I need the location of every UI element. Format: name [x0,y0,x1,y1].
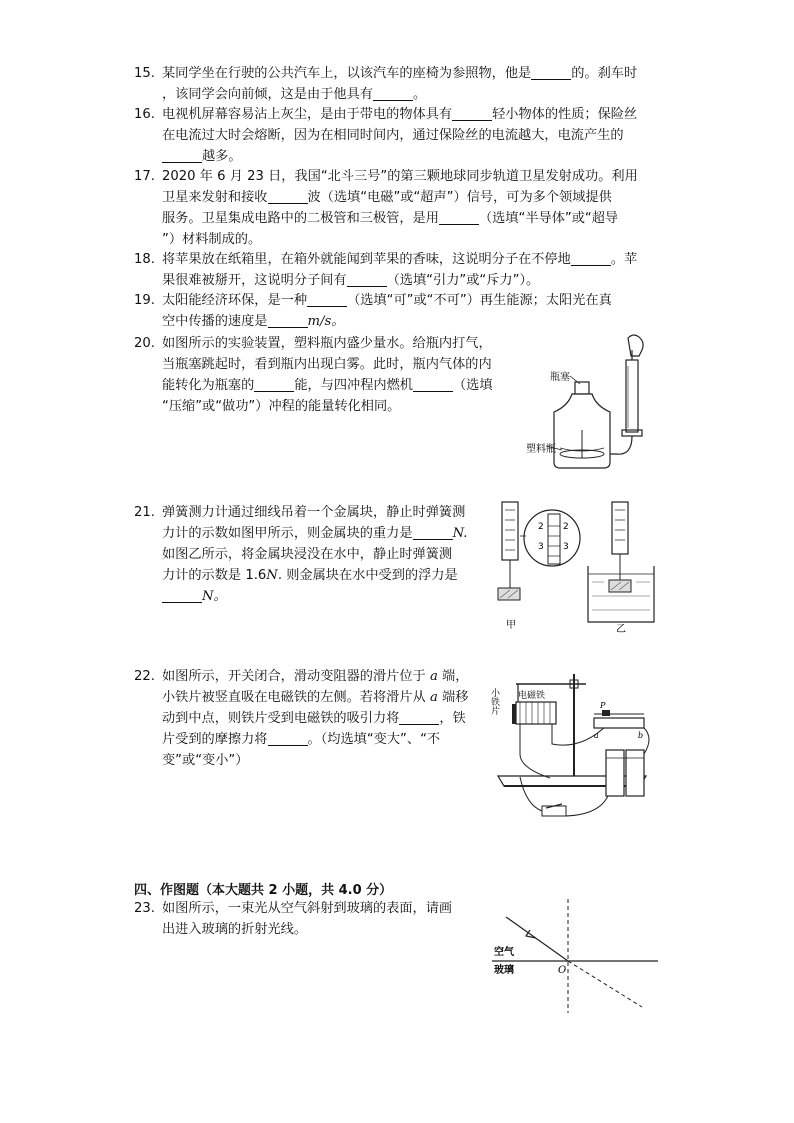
question-15 [134,63,664,107]
label-air: 空气 [494,947,514,958]
question-number: 21. [134,505,155,520]
answer-blank[interactable] [162,148,202,163]
question-17 [134,166,664,250]
label-p: P [600,701,606,710]
question-text: 电视机屏幕容易沾上灰尘，是由于带电的物体具有 [162,107,453,122]
question-number: 15. [134,66,155,81]
label-glass: 玻璃 [494,965,514,976]
question-text: 端， [437,669,469,684]
scale-label-2b: 2 [563,522,569,532]
question-16 [134,104,664,168]
question-number: 23. [134,901,155,916]
question-text: 能转化为瓶塞的 [162,378,255,393]
label-yi: 乙 [616,624,626,635]
question-number: 22. [134,669,155,684]
answer-blank[interactable] [571,251,611,266]
question-text: ，铁 [439,711,466,726]
scale-label-2a: 2 [538,522,544,532]
question-23 [134,898,484,942]
answer-blank[interactable] [268,189,308,204]
answer-blank[interactable] [254,377,294,392]
question-number: 16. [134,107,155,122]
question-21 [134,502,494,608]
question-text: 空中传播的速度是 [162,314,268,329]
answer-blank[interactable] [268,313,308,328]
figure-refraction [492,895,662,1015]
question-text: 力计的示数是 1.6 [162,568,267,583]
label-jia: 甲 [506,620,516,631]
question-text: ，该同学会向前倾，这是由于他具有 [162,87,373,102]
section-heading: 四、作图题（本大题共 2 小题，共 4.0 分） [134,883,393,898]
answer-blank[interactable] [162,588,202,603]
figure-spring-scale [490,496,665,636]
question-text: 能，与四冲程内燃机 [294,378,413,393]
question-20 [134,333,494,417]
label-o: O [558,965,567,976]
answer-blank[interactable] [373,86,413,101]
question-text: 如图所示的实验装置，塑料瓶内盛少量水。给瓶内打气， [162,336,492,351]
label-electromagnet: 电磁铁 [518,691,546,701]
answer-blank[interactable] [439,210,479,225]
answer-blank[interactable] [347,272,387,287]
question-text: 某同学坐在行驶的公共汽车上，以该汽车的座椅为参照物，他是 [162,66,532,81]
question-text: N. [452,526,468,541]
label-cork: 瓶塞 [550,372,570,383]
question-text: 如图所示，开关闭合，滑动变阻器的滑片位于 [162,669,430,684]
question-text: N [266,568,278,583]
label-b: b [638,731,644,740]
question-text: 太阳能经济环保，是一种 [162,293,308,308]
question-number: 19. [134,293,155,308]
question-text: 如图乙所示，将金属块浸没在水中，静止时弹簧测 [162,547,453,562]
question-text: 卫星来发射和接收 [162,190,268,205]
answer-blank[interactable] [268,731,308,746]
label-a: a [594,731,599,740]
question-number: 20. [134,336,155,351]
question-text: 在电流过大时会熔断，因为在相同时间内，通过保险丝的电流越大，电流产生的 [162,128,624,143]
question-text: 。（均选填“变大”、“不 [307,732,441,747]
figure-electromagnet-circuit [490,668,660,833]
answer-blank[interactable] [452,106,492,121]
question-text: 当瓶塞跳起时，看到瓶内出现白雾。此时，瓶内气体的内 [162,357,492,372]
question-text: 越多。 [202,149,242,164]
label-bottle: 塑料瓶 [526,444,556,455]
question-text: m/s。 [307,314,345,329]
figure-bottle-pump [520,330,665,470]
question-text: 端移 [437,690,469,705]
answer-blank[interactable] [399,710,439,725]
question-text: a [429,669,438,684]
question-text: （选填“可”或“不可”）再生能源；太阳光在真 [347,293,612,308]
question-text: 波（选填“电磁”或“超声”）信号，可为多个领域提供 [307,190,612,205]
question-text: 将苹果放在纸箱里，在箱外就能闻到苹果的香味，这说明分子在不停地 [162,252,571,267]
question-text: 。 [413,87,427,102]
question-text: 小铁片被竖直吸在电磁铁的左侧。若将滑片从 [162,690,430,705]
question-18 [134,249,664,293]
label-iron-piece: 小铁片 [489,688,499,715]
answer-blank[interactable] [413,377,453,392]
answer-blank[interactable] [531,65,571,80]
answer-blank[interactable] [413,525,453,540]
scale-label-3b: 3 [563,542,569,552]
question-text: 2020 年 6 月 23 日，我国“北斗三号”的第三颗地球同步轨道卫星发射成功。利用 [162,169,638,184]
question-text: （选填 [453,378,493,393]
question-text: . 则金属块在水中受到的浮力是 [277,568,458,583]
question-text: 服务。卫星集成电路中的二极管和三极管，是用 [162,211,439,226]
question-19 [134,290,664,334]
question-text: 果很难被掰开，这说明分子间有 [162,273,347,288]
question-text: 动到中点，则铁片受到电磁铁的吸引力将 [162,711,400,726]
question-text: （选填“半导体”或“超导 [478,211,619,226]
question-text: 轻小物体的性质；保险丝 [492,107,638,122]
question-text: N。 [202,589,227,604]
answer-blank[interactable] [307,292,347,307]
question-text: “压缩”或“做功”）冲程的能量转化相同。 [162,399,401,414]
question-text: 。苹 [610,252,638,267]
question-text: 力计的示数如图甲所示，则金属块的重力是 [162,526,413,541]
scale-label-3a: 3 [538,542,544,552]
question-text: （选填“引力”或“斥力”）。 [386,273,540,288]
question-22 [134,666,494,768]
question-text: 片受到的摩擦力将 [162,732,268,747]
question-text: a [429,690,438,705]
question-number: 17. [134,169,155,184]
question-number: 18. [134,252,155,267]
question-text: 的。刹车时 [571,66,638,81]
question-text: 弹簧测力计通过细线吊着一个金属块，静止时弹簧测 [162,505,466,520]
question-text: 变”或“变小”） [162,753,249,768]
question-text: 出进入玻璃的折射光线。 [162,922,308,937]
question-text: ”）材料制成的。 [162,232,262,247]
question-text: 如图所示，一束光从空气斜射到玻璃的表面，请画 [162,901,453,916]
